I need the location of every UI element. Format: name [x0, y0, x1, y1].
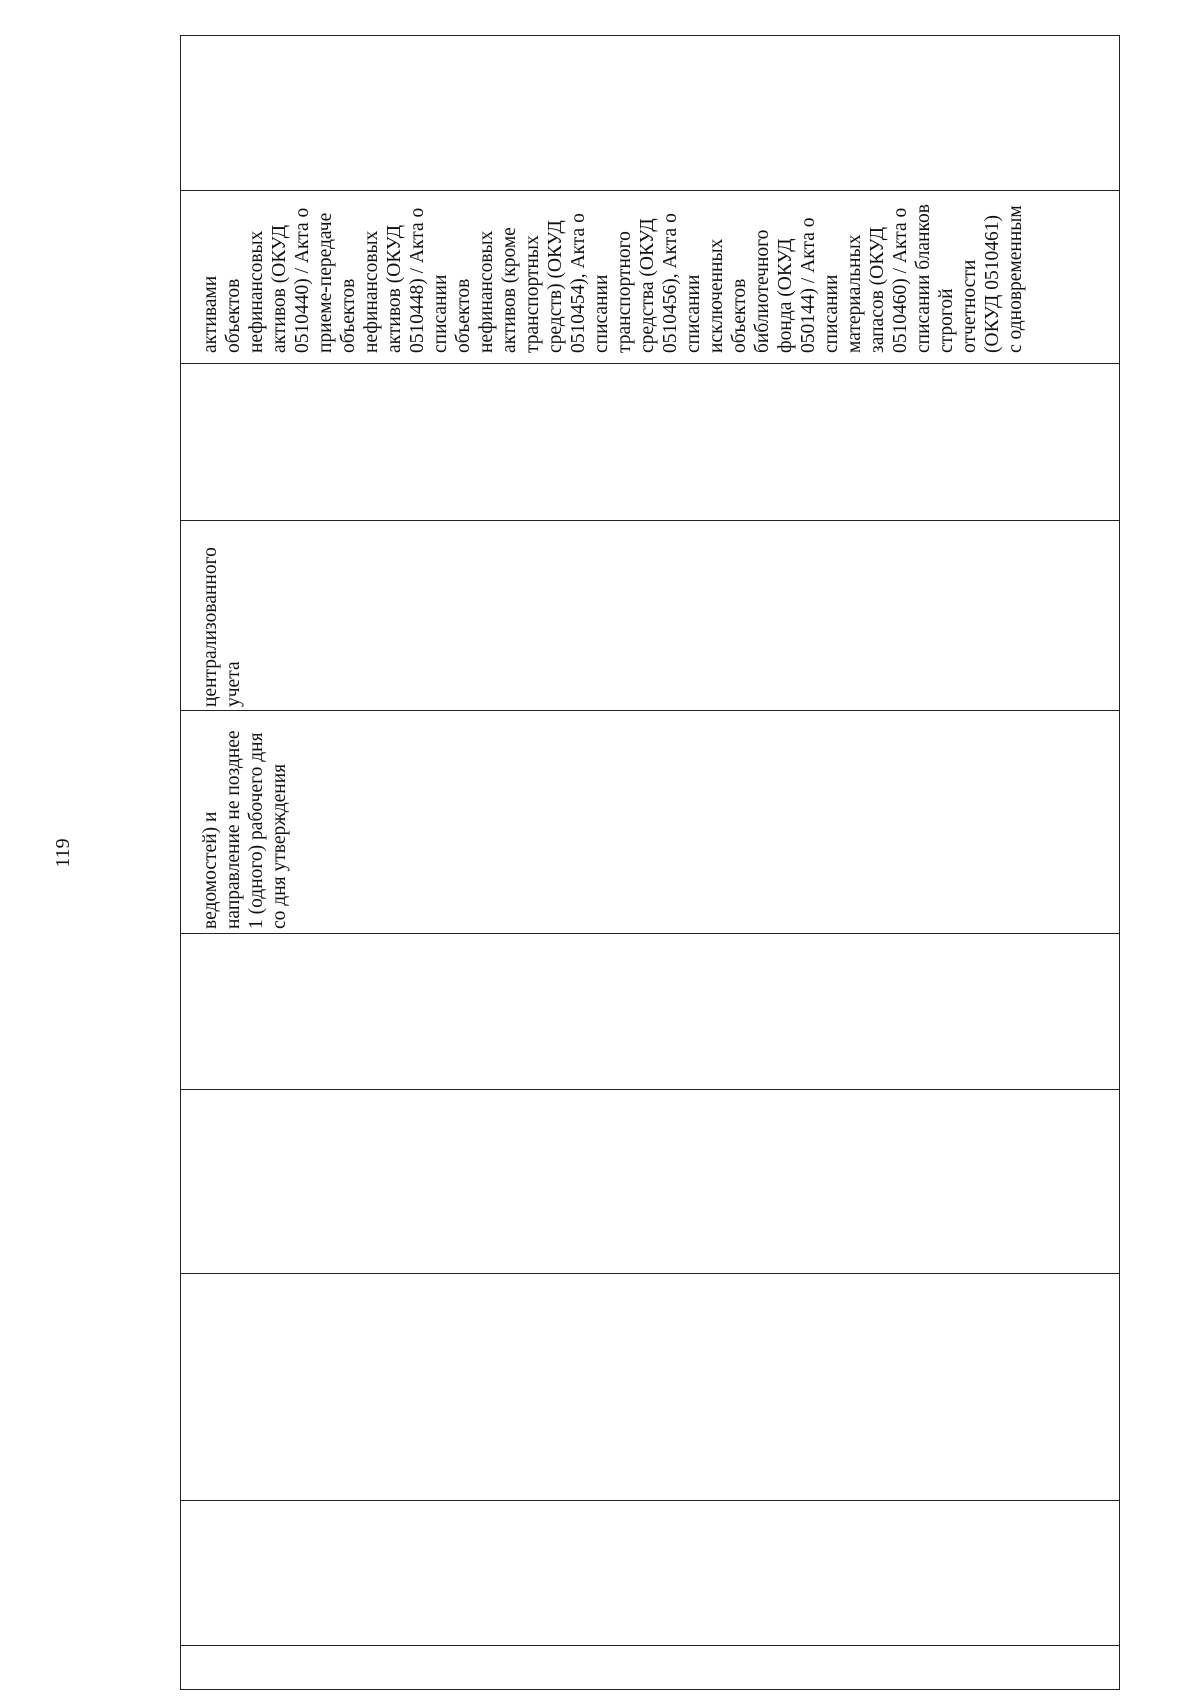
cell-line: отчетности — [959, 259, 980, 353]
cell-line: активов (ОКУД — [269, 224, 290, 353]
cell-line: учета — [223, 661, 244, 707]
cell-line: объектов — [338, 278, 359, 353]
cell-line: транспортных — [522, 235, 543, 353]
cell-line: (ОКУД 0510461) — [982, 215, 1003, 353]
cell-line: объектов — [223, 278, 244, 353]
cell-deadline-text — [199, 711, 319, 929]
table-row-divider — [181, 1089, 1119, 1090]
table-row-divider — [181, 710, 1119, 711]
cell-line: с одновременным — [1005, 205, 1026, 353]
cell-line: строгой — [936, 288, 957, 353]
table-row-divider — [181, 520, 1119, 521]
cell-line: нефинансовых — [476, 230, 497, 353]
cell-line: активов (ОКУД — [384, 224, 405, 353]
table-row-divider — [181, 1273, 1119, 1274]
cell-accounting-center — [199, 523, 259, 707]
cell-line: средств) (ОКУД — [545, 220, 566, 353]
cell-line: транспортного — [614, 231, 635, 353]
cell-line: активов (кроме — [499, 227, 520, 353]
cell-line: объектов — [453, 278, 474, 353]
cell-line: объектов — [729, 278, 750, 353]
cell-line: нефинансовых — [361, 230, 382, 353]
cell-line: 0510454), Акта о — [568, 213, 589, 353]
cell-line: списании — [821, 274, 842, 353]
cell-line: централизованного — [200, 547, 221, 707]
table-row-divider — [181, 1645, 1119, 1646]
page-number: 119 — [52, 838, 74, 868]
table-row-divider — [181, 363, 1119, 364]
cell-line: нефинансовых — [246, 230, 267, 353]
cell-line: 050144) / Акта о — [798, 217, 819, 353]
cell-line: активами — [200, 275, 221, 353]
table-row-divider — [181, 1500, 1119, 1501]
cell-line: ведомостей) и — [200, 811, 221, 929]
cell-line: направление не позднее — [223, 730, 244, 929]
cell-line: списании бланков — [913, 204, 934, 353]
cell-line: 0510456), Акта о — [660, 213, 681, 353]
cell-line: запасов (ОКУД — [867, 226, 888, 353]
cell-line: приеме-передаче — [315, 212, 336, 353]
cell-line: списании — [430, 274, 451, 353]
cell-document-list — [199, 193, 1035, 353]
cell-line: библиотечного — [752, 229, 773, 353]
table-row-divider — [181, 933, 1119, 934]
cell-line: фонда (ОКУД — [775, 238, 796, 353]
cell-line: списании — [591, 274, 612, 353]
cell-line: исключенных — [706, 238, 727, 353]
cell-line: средства (ОКУД — [637, 218, 658, 353]
table-row-divider — [181, 190, 1119, 191]
cell-line: списании — [683, 274, 704, 353]
rotated-table — [180, 35, 1120, 1690]
cell-line: 0510460) / Акта о — [890, 207, 911, 353]
cell-line: со дня утверждения — [269, 763, 290, 929]
cell-line: материальных — [844, 234, 865, 353]
cell-line: 0510440) / Акта о — [292, 207, 313, 353]
cell-line: 1 (одного) рабочего дня — [246, 732, 267, 929]
cell-line: 0510448) / Акта о — [407, 207, 428, 353]
